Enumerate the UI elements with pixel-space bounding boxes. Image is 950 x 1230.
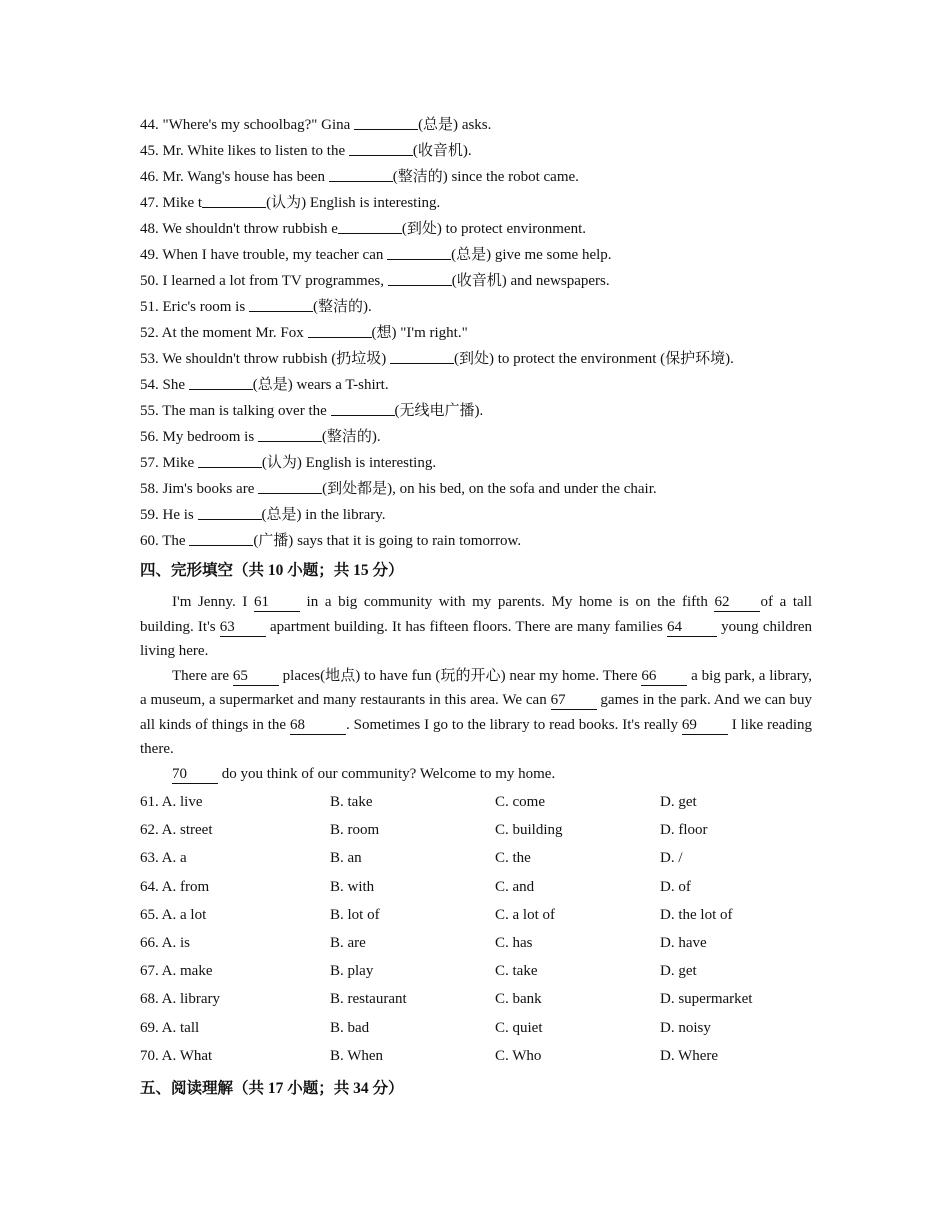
question-45: 45. Mr. White likes to listen to the (收音机).	[140, 138, 812, 164]
question-50: 50. I learned a lot from TV programmes, (收音机) and newspapers.	[140, 268, 812, 294]
option-c[interactable]: C. come	[495, 794, 545, 810]
option-row-68	[140, 985, 812, 1013]
answer-blank[interactable]	[258, 477, 322, 494]
answer-blank[interactable]	[189, 529, 253, 546]
cloze-paragraph-1: I'm Jenny. I 61 in a big community with my parents. My home is on the fifth 62 of a tall building. It's 63 apartment building. It has fifteen floors. There are many families 64 young children living here.	[140, 594, 812, 659]
question-53: 53. We shouldn't throw rubbish (扔垃圾) (到处) to protect the environment (保护环境).	[140, 346, 812, 372]
option-c[interactable]: C. and	[495, 878, 535, 895]
option-b[interactable]: B. lot of	[330, 906, 380, 923]
question-59: 59. He is (总是) in the library.	[140, 502, 812, 528]
answer-blank[interactable]	[198, 503, 262, 520]
cloze-blank-70[interactable]: 70	[172, 766, 218, 784]
question-47: 47. Mike t (认为) English is interesting.	[140, 190, 812, 216]
option-b[interactable]: B. are	[330, 934, 366, 951]
option-b[interactable]: B. When	[330, 1047, 384, 1064]
cloze-blank-67[interactable]: 67	[551, 692, 597, 710]
option-a[interactable]: 61. A. live	[140, 794, 203, 810]
cloze-blank-69[interactable]: 69	[682, 717, 728, 735]
option-row-66	[140, 929, 812, 957]
answer-blank[interactable]	[198, 451, 262, 468]
answer-blank[interactable]	[349, 139, 413, 156]
cloze-options	[140, 788, 812, 1070]
question-54: 54. She (总是) wears a T-shirt.	[140, 372, 812, 398]
option-c[interactable]: C. has	[495, 934, 533, 951]
answer-blank[interactable]	[258, 425, 322, 442]
answer-blank[interactable]	[308, 321, 372, 338]
option-c[interactable]: C. take	[495, 963, 538, 980]
option-b[interactable]: B. bad	[330, 1019, 370, 1036]
question-49: 49. When I have trouble, my teacher can (总是) give me some help.	[140, 242, 812, 268]
option-b[interactable]: B. an	[330, 850, 362, 867]
cloze-blank-66[interactable]: 66	[641, 668, 687, 686]
question-48: 48. We shouldn't throw rubbish e (到处) to protect environment.	[140, 216, 812, 242]
option-d[interactable]: D. Where	[660, 1047, 719, 1064]
answer-blank[interactable]	[202, 191, 266, 208]
cloze-blank-64[interactable]: 64	[667, 619, 717, 637]
question-44: 44. "Where's my schoolbag?" Gina (总是) asks.	[140, 112, 812, 138]
option-d[interactable]: D. of	[660, 878, 691, 895]
option-c[interactable]: C. bank	[495, 991, 542, 1008]
blank-filling-list	[140, 112, 812, 554]
option-c[interactable]: C. quiet	[495, 1019, 543, 1036]
option-b[interactable]: B. take	[330, 794, 373, 810]
option-a[interactable]: 66. A. is	[140, 934, 191, 951]
option-b[interactable]: B. room	[330, 822, 380, 839]
question-55: 55. The man is talking over the (无线电广播).	[140, 398, 812, 424]
answer-blank[interactable]	[329, 165, 393, 182]
option-d[interactable]: D. get	[660, 794, 697, 810]
option-d[interactable]: D. floor	[660, 822, 708, 839]
option-a[interactable]: 63. A. a	[140, 850, 187, 867]
option-d[interactable]: D. have	[660, 934, 707, 951]
answer-blank[interactable]	[354, 113, 418, 130]
answer-blank[interactable]	[390, 347, 454, 364]
option-c[interactable]: C. a lot of	[495, 906, 555, 923]
option-row-65	[140, 901, 812, 929]
exam-page	[140, 112, 812, 1104]
option-c[interactable]: C. the	[495, 850, 531, 867]
option-d[interactable]: D. the lot of	[660, 906, 733, 923]
option-row-64	[140, 873, 812, 901]
option-c[interactable]: C. Who	[495, 1047, 542, 1064]
answer-blank[interactable]	[189, 373, 253, 390]
option-row-67	[140, 957, 812, 985]
answer-blank[interactable]	[249, 295, 313, 312]
question-51: 51. Eric's room is (整洁的).	[140, 294, 812, 320]
option-b[interactable]: B. play	[330, 963, 374, 980]
option-b[interactable]: B. restaurant	[330, 991, 407, 1008]
option-a[interactable]: 68. A. library	[140, 991, 220, 1008]
option-a[interactable]: 70. A. What	[140, 1047, 213, 1064]
option-row-69	[140, 1014, 812, 1042]
section-4-title: 四、完形填空（共 10 小题；共 15 分）	[140, 562, 404, 579]
option-d[interactable]: D. get	[660, 963, 697, 980]
section-5-title: 五、阅读理解（共 17 小题；共 34 分）	[140, 1079, 404, 1097]
question-58: 58. Jim's books are (到处都是), on his bed, on the sofa and under the chair.	[140, 476, 812, 502]
option-a[interactable]: 65. A. a lot	[140, 906, 207, 923]
option-row-61	[140, 788, 812, 816]
cloze-passage	[140, 590, 812, 786]
answer-blank[interactable]	[388, 269, 452, 286]
question-46: 46. Mr. Wang's house has been (整洁的) since the robot came.	[140, 164, 812, 190]
cloze-blank-62[interactable]: 62	[714, 594, 760, 612]
question-57: 57. Mike (认为) English is interesting.	[140, 450, 812, 476]
question-52: 52. At the moment Mr. Fox (想) "I'm right."	[140, 320, 812, 346]
option-row-63	[140, 844, 812, 872]
option-d[interactable]: D. noisy	[660, 1019, 711, 1036]
cloze-blank-68[interactable]: 68	[290, 717, 346, 735]
option-a[interactable]: 67. A. make	[140, 963, 213, 980]
option-d[interactable]: D. supermarket	[660, 991, 753, 1008]
cloze-paragraph-2: There are 65 places(地点) to have fun (玩的开心) near my home. There 66 a big park, a library, a museum, a supermarket and many restaurants in this area. We can 67 games in the park. And we can buy all kinds of things in the 68 . Sometimes I go to the library to read books. It's really 69 I like reading there.	[140, 667, 812, 757]
option-row-62	[140, 816, 812, 844]
cloze-blank-63[interactable]: 63	[220, 619, 266, 637]
option-a[interactable]: 69. A. tall	[140, 1019, 200, 1036]
answer-blank[interactable]	[338, 217, 402, 234]
question-60: 60. The (广播) says that it is going to rain tomorrow.	[140, 528, 812, 554]
question-56: 56. My bedroom is (整洁的).	[140, 424, 812, 450]
option-b[interactable]: B. with	[330, 878, 375, 895]
option-a[interactable]: 64. A. from	[140, 878, 210, 895]
option-c[interactable]: C. building	[495, 822, 563, 839]
option-d[interactable]: D. /	[660, 850, 683, 867]
option-row-70	[140, 1042, 812, 1070]
cloze-blank-65[interactable]: 65	[233, 668, 279, 686]
answer-blank[interactable]	[331, 399, 395, 416]
cloze-blank-61[interactable]: 61	[254, 594, 300, 612]
cloze-paragraph-3: 70 do you think of our community? Welcome to my home.	[172, 765, 556, 782]
answer-blank[interactable]	[387, 243, 451, 260]
option-a[interactable]: 62. A. street	[140, 822, 213, 839]
